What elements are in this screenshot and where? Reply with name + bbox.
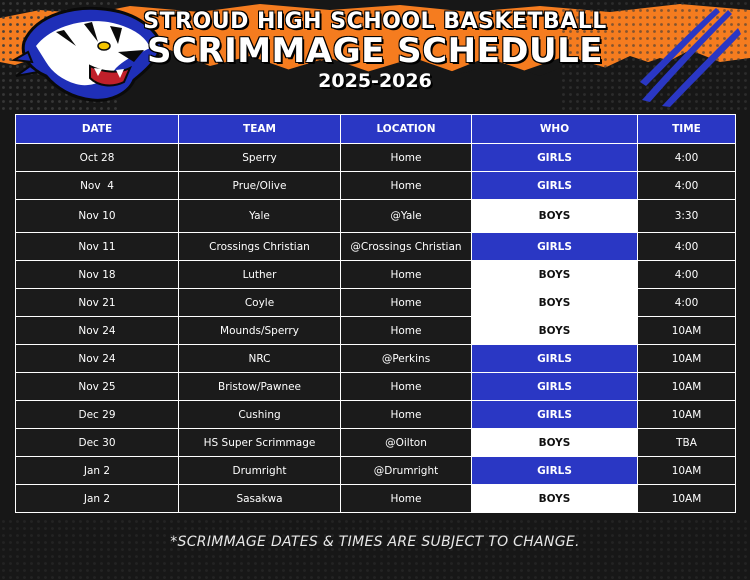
table-row	[16, 233, 736, 261]
cell-time: TBA	[638, 429, 736, 457]
cell-location: @Yale	[341, 200, 472, 233]
column-header-time: TIME	[638, 115, 736, 144]
column-header-who: WHO	[472, 115, 638, 144]
cell-who: BOYS	[472, 485, 638, 513]
cell-time: 4:00	[638, 289, 736, 317]
cell-who: BOYS	[472, 261, 638, 289]
cell-who: GIRLS	[472, 345, 638, 373]
cell-team: Luther	[179, 261, 341, 289]
table-row	[16, 200, 736, 233]
cell-location: Home	[341, 172, 472, 200]
title-season: 2025-2026	[318, 70, 432, 92]
cell-location: Home	[341, 401, 472, 429]
cell-who: BOYS	[472, 289, 638, 317]
cell-date: Nov 21	[16, 289, 179, 317]
cell-time: 4:00	[638, 261, 736, 289]
column-header-location: LOCATION	[341, 115, 472, 144]
cell-location: @Oilton	[341, 429, 472, 457]
cell-date: Nov 24	[16, 317, 179, 345]
cell-date: Oct 28	[16, 144, 179, 172]
cell-team: Prue/Olive	[179, 172, 341, 200]
table-row	[16, 289, 736, 317]
cell-team: Sasakwa	[179, 485, 341, 513]
schedule-table	[15, 114, 736, 513]
cell-date: Jan 2	[16, 457, 179, 485]
cell-time: 3:30	[638, 200, 736, 233]
cell-date: Nov 10	[16, 200, 179, 233]
cell-location: Home	[341, 373, 472, 401]
cell-time: 10AM	[638, 317, 736, 345]
cell-who: GIRLS	[472, 457, 638, 485]
table-row	[16, 172, 736, 200]
cell-time: 10AM	[638, 457, 736, 485]
cell-team: Coyle	[179, 289, 341, 317]
cell-team: Cushing	[179, 401, 341, 429]
cell-location: Home	[341, 485, 472, 513]
cell-location: @Drumright	[341, 457, 472, 485]
column-header-team: TEAM	[179, 115, 341, 144]
cell-team: Sperry	[179, 144, 341, 172]
cell-date: Dec 30	[16, 429, 179, 457]
cell-who: GIRLS	[472, 401, 638, 429]
cell-location: Home	[341, 317, 472, 345]
table-row	[16, 457, 736, 485]
cell-who: GIRLS	[472, 233, 638, 261]
cell-location: Home	[341, 261, 472, 289]
table-row	[16, 345, 736, 373]
table-row	[16, 401, 736, 429]
table-row	[16, 485, 736, 513]
cell-who: BOYS	[472, 317, 638, 345]
cell-date: Dec 29	[16, 401, 179, 429]
cell-location: Home	[341, 289, 472, 317]
disclaimer-footnote: *SCRIMMAGE DATES & TIMES ARE SUBJECT TO CHANGE.	[170, 534, 580, 550]
cell-who: GIRLS	[472, 373, 638, 401]
header	[0, 0, 750, 110]
cell-time: 10AM	[638, 345, 736, 373]
cell-team: Drumright	[179, 457, 341, 485]
cell-date: Nov 18	[16, 261, 179, 289]
cell-date: Jan 2	[16, 485, 179, 513]
cell-time: 4:00	[638, 233, 736, 261]
cell-date: Nov 11	[16, 233, 179, 261]
title-schedule: SCRIMMAGE SCHEDULE	[146, 31, 604, 71]
cell-who: GIRLS	[472, 144, 638, 172]
cell-location: Home	[341, 144, 472, 172]
cell-date: Nov 4	[16, 172, 179, 200]
cell-team: HS Super Scrimmage	[179, 429, 341, 457]
table-row	[16, 144, 736, 172]
cell-location: @Perkins	[341, 345, 472, 373]
cell-time: 4:00	[638, 144, 736, 172]
cell-time: 10AM	[638, 401, 736, 429]
cell-time: 4:00	[638, 172, 736, 200]
column-header-date: DATE	[16, 115, 179, 144]
cell-who: BOYS	[472, 200, 638, 233]
cell-date: Nov 25	[16, 373, 179, 401]
cell-team: Mounds/Sperry	[179, 317, 341, 345]
cell-location: @Crossings Christian	[341, 233, 472, 261]
cell-time: 10AM	[638, 485, 736, 513]
title-school: STROUD HIGH SCHOOL BASKETBALL	[143, 9, 607, 34]
cell-who: BOYS	[472, 429, 638, 457]
cell-who: GIRLS	[472, 172, 638, 200]
table-row	[16, 261, 736, 289]
cell-team: Yale	[179, 200, 341, 233]
cell-date: Nov 24	[16, 345, 179, 373]
cell-team: NRC	[179, 345, 341, 373]
table-row	[16, 373, 736, 401]
table-row	[16, 429, 736, 457]
cell-time: 10AM	[638, 373, 736, 401]
cell-team: Crossings Christian	[179, 233, 341, 261]
table-header-row	[16, 115, 736, 144]
table-row	[16, 317, 736, 345]
cell-team: Bristow/Pawnee	[179, 373, 341, 401]
